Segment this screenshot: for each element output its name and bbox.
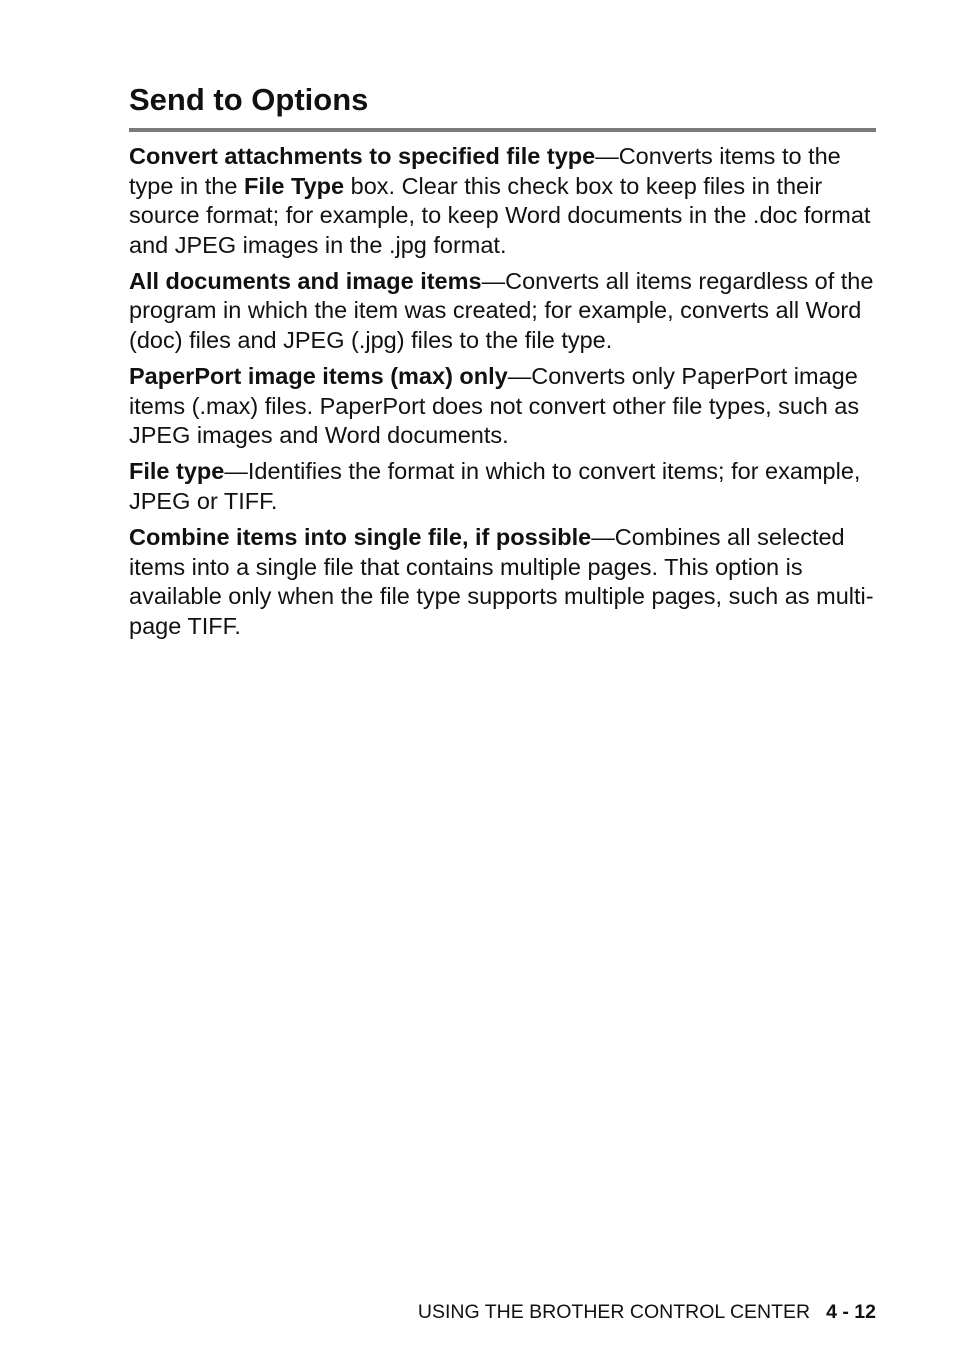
inline-field-name: File Type bbox=[243, 172, 345, 199]
page-footer bbox=[418, 1299, 876, 1325]
definition-text: —Combines all selected items into a single file that contains multiple pages. This option is available only when the file type supports multiple pages, such as multi-page TIFF. bbox=[129, 524, 874, 639]
definition-term: Convert attachments to specified file type bbox=[129, 143, 596, 169]
footer-page-number: 4 - 12 bbox=[826, 1301, 876, 1323]
definition-convert-attachments bbox=[129, 142, 876, 260]
definition-text: box. Clear this check box to keep files in their source format; for example, to keep Word documents in the .doc format and JPEG images in the .jpg format. bbox=[129, 172, 871, 258]
document-page bbox=[129, 80, 876, 648]
definition-paperport-items bbox=[129, 362, 876, 451]
definition-text: —Converts all items regardless of the program in which the item was created; for example, converts all Word (doc) files and JPEG (.jpg) files to the file type. bbox=[129, 267, 874, 354]
footer-chapter-title: USING THE BROTHER CONTROL CENTER bbox=[417, 1301, 811, 1323]
definition-text: —Converts items to the type in the bbox=[129, 143, 841, 199]
definition-term: All documents and image items bbox=[129, 267, 482, 294]
section-title: Send to Options bbox=[129, 80, 876, 132]
definition-list bbox=[129, 142, 876, 642]
definition-text: —Identifies the format in which to convert items; for example, JPEG or TIFF. bbox=[129, 458, 861, 515]
definition-term: File type bbox=[129, 458, 225, 485]
definition-file-type bbox=[129, 457, 876, 516]
definition-text: —Converts only PaperPort image items (.max) files. PaperPort does not convert other file types, such as JPEG images and Word documents. bbox=[129, 363, 860, 449]
definition-all-documents bbox=[129, 267, 876, 356]
definition-term: Combine items into single file, if possible bbox=[129, 524, 592, 551]
definition-combine-items bbox=[129, 523, 876, 641]
definition-term: PaperPort image items (max) only bbox=[129, 363, 508, 390]
